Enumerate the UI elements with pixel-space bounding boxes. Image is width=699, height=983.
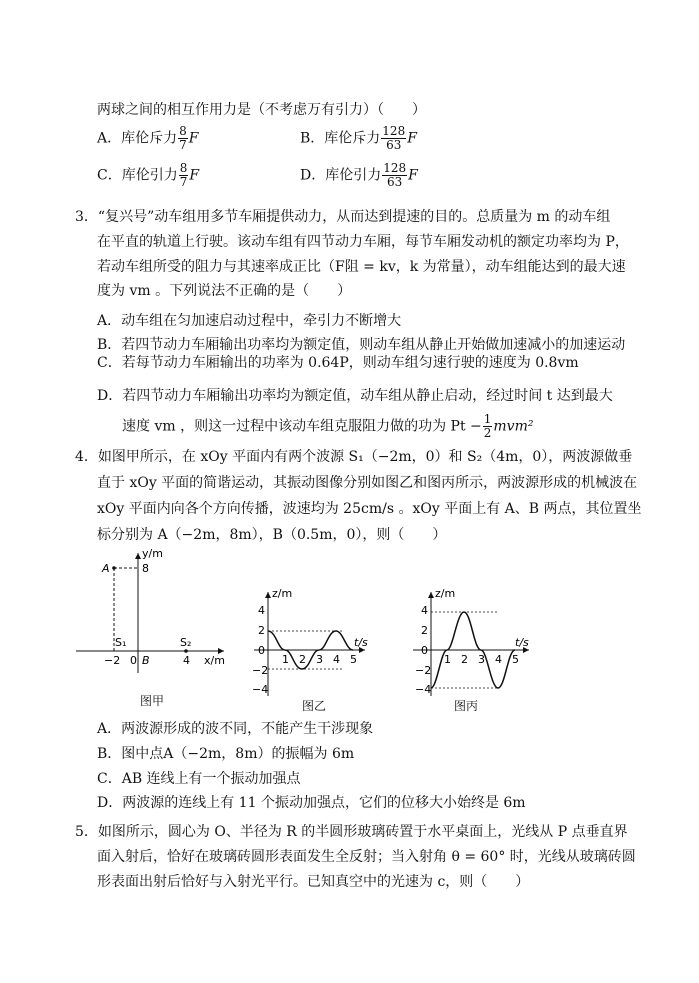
point-b-label: B: [142, 654, 150, 667]
z-axis-label: z/m: [435, 588, 456, 600]
y-tick-neg4: −4: [415, 683, 432, 696]
x-tick-4: 4: [495, 653, 502, 666]
t-axis-label: t/s: [515, 636, 529, 649]
fraction: $\frac{128}{63}$: [383, 161, 407, 189]
fraction: $\frac{8}{7}$: [179, 161, 188, 189]
y-tick-4: 4: [421, 604, 428, 617]
figure-jia: [72, 548, 232, 678]
z-axis-arrow: [428, 592, 434, 598]
q4-line-1: 4．如图甲所示，在 xOy 平面内有两个波源 S₁（−2m，0）和 S₂（4m，0），两波源做垂: [75, 449, 633, 465]
q3-option-a[interactable]: A．动车组在匀加速启动过程中，牵引力不断增大: [97, 313, 402, 329]
fraction: $\frac{8}{7}$: [179, 124, 187, 152]
q2-option-d[interactable]: D．库伦引力 $\frac{128}{63}$ F: [300, 161, 418, 189]
y-tick-8: 8: [142, 562, 149, 575]
q3-line-3: 若动车组所受的阻力与其速率成正比（F阻 = kv，k 为常量），动车组能达到的最大速: [97, 259, 626, 275]
q4-option-b[interactable]: B．图中点A（−2m，8m）的振幅为 6m: [97, 746, 355, 762]
x-tick-0: 0: [130, 654, 137, 667]
q4-line-4: 标分别为 A（−2m，8m），B（0.5m，0），则（ ）: [97, 527, 447, 543]
x-tick-4: 4: [183, 654, 190, 667]
y-axis-arrow: [135, 553, 141, 559]
y-tick-neg2: −2: [252, 664, 269, 677]
q2-option-a[interactable]: A．库伦斥力 $\frac{8}{7}$ F: [97, 124, 199, 152]
point-s2-marker: [184, 649, 188, 653]
q4-option-c[interactable]: C．AB 连线上有一个振动加强点: [97, 771, 301, 787]
q4-option-a[interactable]: A．两波源形成的波不同，不能产生干涉现象: [97, 721, 374, 737]
figure-jia-caption: 图甲: [140, 694, 165, 708]
figure-yi: [248, 588, 368, 698]
fraction: $\frac{1}{2}$: [483, 412, 492, 440]
x-axis-label: x/m: [204, 654, 225, 667]
y-tick-0: 0: [258, 644, 265, 657]
x-tick-5: 5: [350, 653, 357, 666]
x-tick-3: 3: [478, 653, 485, 666]
z-axis-arrow: [265, 592, 271, 598]
q3-line-2: 在平直的轨道上行驶。该动车组有四节动力车厢，每节车厢发动机的额定功率均为 P，: [97, 234, 629, 250]
s1-label: S₁: [115, 636, 127, 649]
q3-option-d[interactable]: D．若四节动力车厢输出功率均为额定值，动车组从静止启动，经过时间 t 达到最大: [97, 388, 613, 404]
q5-line-1: 5．如图所示，圆心为 O、半径为 R 的半圆形玻璃砖置于水平桌面上，光线从 P 点垂直界: [75, 824, 628, 840]
q5-line-3: 形表面出射后恰好与入射光平行。已知真空中的光速为 c，则（ ）: [97, 874, 530, 890]
x-tick-1: 1: [282, 653, 289, 666]
y-tick-4: 4: [258, 604, 265, 617]
q4-line-3: xOy 平面内向各个方向传播，波速均为 25cm/s 。xOy 平面上有 A、B 两点，其位置坐: [97, 501, 642, 517]
t-axis-label: t/s: [354, 636, 368, 649]
q4-option-d[interactable]: D．两波源的连线上有 11 个振动加强点，它们的位移大小始终是 6m: [97, 795, 526, 811]
q2-stem-tail: 两球之间的相互作用力是（不考虑万有引力）（ ）: [97, 102, 426, 118]
y-tick-2: 2: [258, 624, 265, 637]
q3-line-4: 度为 vm 。下列说法不正确的是（ ）: [97, 283, 352, 299]
q2-option-c[interactable]: C．库伦引力 $\frac{8}{7}$ F: [97, 161, 200, 189]
q3-line-1: 3．“复兴号”动车组用多节车厢提供动力，从而达到提速的目的。总质量为 m 的动车组: [75, 209, 611, 225]
z-axis-label: z/m: [272, 588, 293, 600]
x-tick-4: 4: [333, 653, 340, 666]
x-tick-1: 1: [444, 653, 451, 666]
x-tick-neg2: −2: [104, 654, 121, 667]
fraction: $\frac{128}{63}$: [382, 124, 406, 152]
q4-line-2: 直于 xOy 平面的简谐运动，其振动图像分别如图乙和图丙所示，两波源形成的机械波在: [97, 475, 638, 491]
figure-bing: [407, 588, 533, 698]
y-axis-label: y/m: [142, 548, 163, 560]
q2-option-b[interactable]: B．库伦斥力 $\frac{128}{63}$ F: [300, 124, 417, 152]
q3-option-c[interactable]: C．若每节动力车厢输出的功率为 0.64P，则动车组匀速行驶的速度为 0.8vm: [97, 355, 579, 371]
x-tick-3: 3: [316, 653, 323, 666]
y-tick-2: 2: [421, 624, 428, 637]
q5-line-2: 面入射后，恰好在玻璃砖圆形表面发生全反射；当入射角 θ = 60° 时，光线从玻璃砖圆: [97, 849, 636, 865]
x-tick-2: 2: [299, 653, 306, 666]
point-a-marker: [112, 566, 116, 570]
figure-yi-caption: 图乙: [302, 699, 327, 713]
x-tick-5: 5: [512, 653, 519, 666]
y-tick-0: 0: [421, 644, 428, 657]
point-a-label: A: [102, 562, 110, 575]
q3-option-b[interactable]: B．若四节动力车厢输出功率均为额定值，则动车组从静止开始做加速减小的加速运动: [97, 337, 626, 353]
q3-option-d-continued: 速度 vm ，则这一过程中该动车组克服阻力做的功为 Pt − $\frac{1}{2}$ mvm²: [122, 412, 534, 440]
y-tick-neg4: −4: [252, 683, 269, 696]
s2-label: S₂: [180, 636, 192, 649]
x-tick-2: 2: [461, 653, 468, 666]
y-tick-neg2: −2: [415, 664, 432, 677]
figure-bing-caption: 图丙: [454, 699, 479, 713]
